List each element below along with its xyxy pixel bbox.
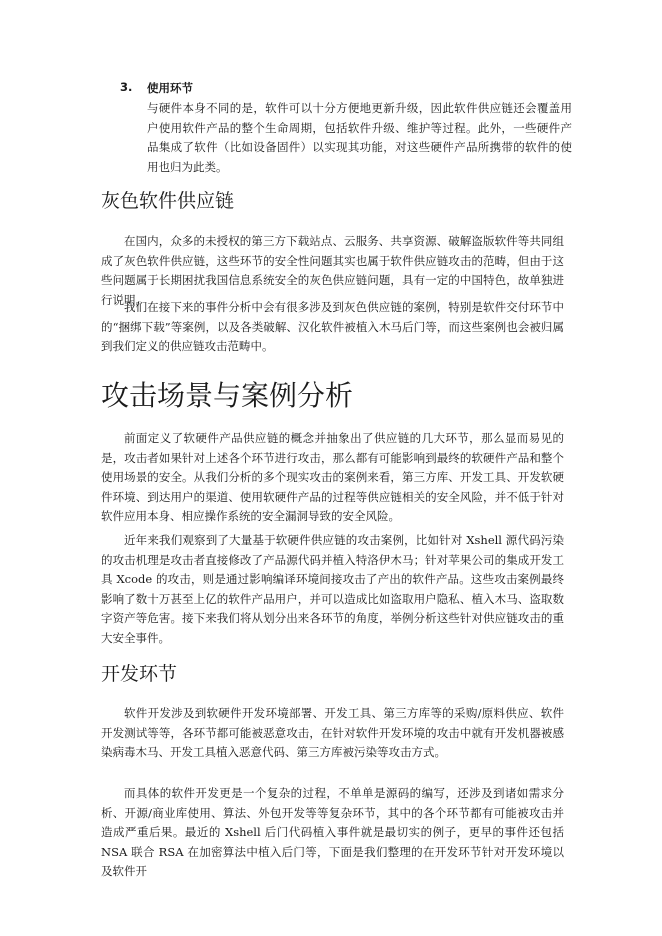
paragraph: 我们在接下来的事件分析中会有很多涉及到灰色供应链的案例，特别是软件交付环节中的“捆绑下载”等案例，以及各类破解、汉化软件被植入木马后门等，而这些案例也会被归属到我们定义的供应链攻击范畴中。 (101, 300, 564, 353)
heading-attack-scenarios: 攻击场景与案例分析 (101, 379, 354, 412)
paragraph: 软件开发涉及到软硬件开发环境部署、开发工具、第三方库等的采购/原料供应、软件开发测试等等，各环节都可能被恶意攻击，在针对软件开发环境的攻击中就有开发机器被感染病毒木马、开发工具植入恶意代码、第三方库被污染等攻击方式。 (101, 706, 564, 759)
paragraph: 而具体的软件开发更是一个复杂的过程，不单单是源码的编写，还涉及到诸如需求分析、开源/商业库使用、算法、外包开发等等复杂环节，其中的各个环节都有可能被攻击并造成严重后果。最近的 Xshell 后门代码植入事件就是最切实的例子，更早的事件还包括 NSA 联合 RSA 在加密算法中植入后门等，下面是我们整理的在开发环节针对开发环境以及软件开 (101, 786, 564, 878)
heading-gray-supply-chain: 灰色软件供应链 (101, 190, 235, 212)
list-item-body: 与硬件本身不同的是，软件可以十分方便地更新升级，因此软件供应链还会覆盖用户使用软件产品的整个生命周期，包括软件升级、维护等过程。此外，一些硬件产品集成了软件（比如设备固件）以实现其功能，对这些硬件产品所携带的软件的使用也归为此类。 (147, 101, 572, 174)
list-number: 3. (120, 80, 133, 94)
paragraph: 近年来我们观察到了大量基于软硬件供应链的攻击案例，比如针对 Xshell 源代码污染的攻击机理是攻击者直接修改了产品源代码并植入特洛伊木马；针对苹果公司的集成开发工具 Xcode 的攻击，则是通过影响编译环境间接攻击了产出的软件产品。这些攻击案例最终影响了数十万甚至上亿的软件产品用户，并可以造成比如盗取用户隐私、植入木马、盗取数字资产等危害。接下来我们将从划分出来各环节的角度，举例分析这些针对供应链攻击的重大安全事件。 (101, 533, 564, 645)
paragraph: 前面定义了软硬件产品供应链的概念并抽象出了供应链的几大环节，那么显而易见的是，攻击者如果针对上述各个环节进行攻击，那么都有可能影响到最终的软硬件产品和整个使用场景的安全。从我们分析的多个现实攻击的案例来看，第三方库、开发工具、开发软硬件环境、到达用户的渠道、使用软硬件产品的过程等供应链相关的安全风险，并不低于针对软件应用本身、相应操作系统的安全漏洞导致的安全风险。 (101, 431, 564, 523)
paragraph: 在国内，众多的未授权的第三方下载站点、云服务、共享资源、破解盗版软件等共同组成了灰色软件供应链，这些环节的安全性问题其实也属于软件供应链攻击的范畴，但由于这些问题属于长期困扰我国信息系统安全的灰色供应链问题，具有一定的中国特色，故单独进行说明。 (101, 234, 564, 307)
list-item-title: 使用环节 (147, 81, 193, 95)
heading-development-stage: 开发环节 (101, 663, 178, 685)
